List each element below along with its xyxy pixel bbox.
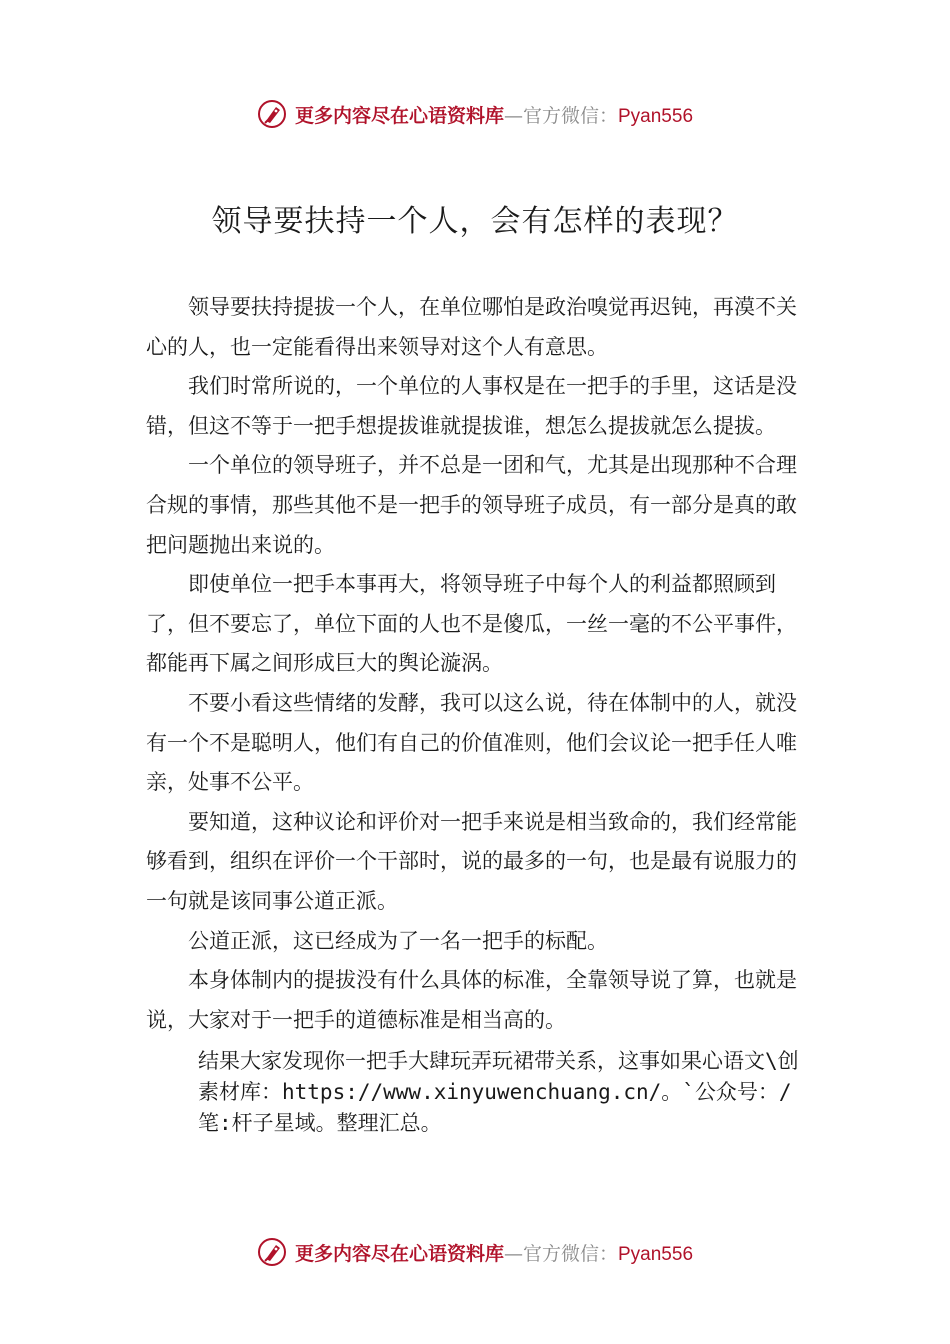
article-body — [146, 288, 816, 1139]
wechat-id: Pyan556 — [618, 105, 694, 127]
wechat-id: Pyan556 — [618, 1243, 694, 1265]
paragraph: 本身体制内的提拔没有什么具体的标准，全靠领导说了算，也就是说，大家对于一把手的道德标准是相当高的。 — [146, 968, 797, 1032]
paragraph: 要知道，这种议论和评价对一把手来说是相当致命的，我们经常能够看到，组织在评价一个干部时，说的最多的一句，也是最有说服力的一句就是该同事公道正派。 — [146, 809, 797, 913]
pen-nib-logo-icon — [257, 1237, 287, 1267]
pen-nib-logo-icon — [257, 99, 287, 129]
paragraph: 领导要扶持提拔一个人，在单位哪怕是政治嗅觉再迟钝，再漠不关心的人，也一定能看得出来领导对这个人有意思。 — [146, 295, 797, 359]
paragraph: 一个单位的领导班子，并不总是一团和气，尤其是出现那种不合理合规的事情，那些其他不是一把手的领导班子成员，有一部分是真的敢把问题抛出来说的。 — [146, 453, 797, 557]
banner-text — [295, 101, 693, 128]
banner-text — [295, 1239, 693, 1266]
closing-paragraph: 结果大家发现你一把手大肆玩弄玩裙带关系，这事如果心语文\创素材库：https://www.xinyuwenchuang.cn/。`公众号：/笔:杆子星域。整理汇总。 — [198, 1049, 799, 1136]
banner-separator: — — [503, 104, 523, 127]
article-title: 领导要扶持一个人，会有怎样的表现？ — [211, 204, 739, 239]
paragraph: 不要小看这些情绪的发酵，我可以这么说，待在体制中的人，就没有一个不是聪明人，他们有自己的价值准则，他们会议论一把手任人唯亲，处事不公平。 — [146, 690, 797, 795]
wechat-label: 官方微信： — [522, 1243, 618, 1265]
paragraph: 我们时常所说的，一个单位的人事权是在一把手的手里，这话是没错，但这不等于一把手想提拔谁就提拔谁，想怎么提拔就怎么提拔。 — [146, 374, 797, 438]
paragraph: 即使单位一把手本事再大，将领导班子中每个人的利益都照顾到了，但不要忘了，单位下面的人也不是傻瓜，一丝一毫的不公平事件，都能再下属之间形成巨大的舆论漩涡。 — [146, 572, 797, 676]
brand-text: 更多内容尽在心语资料库 — [294, 104, 504, 127]
brand-text: 更多内容尽在心语资料库 — [294, 1242, 504, 1265]
header-banner — [0, 94, 950, 134]
footer-banner — [0, 1232, 950, 1272]
wechat-label: 官方微信： — [522, 105, 618, 127]
paragraph: 公道正派，这已经成为了一名一把手的标配。 — [188, 928, 608, 953]
banner-separator: — — [503, 1242, 523, 1265]
